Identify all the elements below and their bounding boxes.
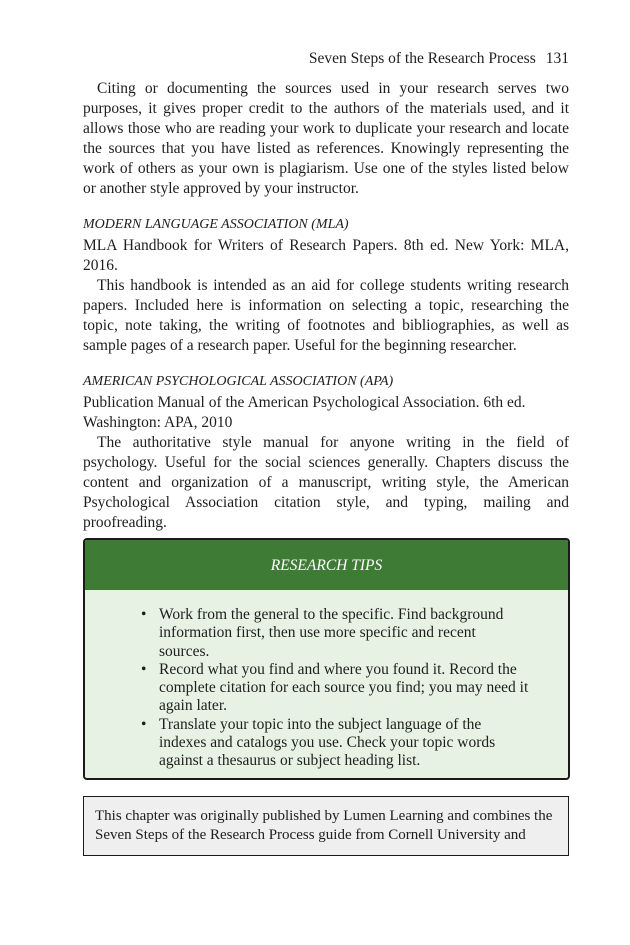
page-number: 131 <box>545 50 569 67</box>
tip-text: Record what you find and where you found it. Record the complete citation for each source you find; you may need it again later. <box>159 660 529 715</box>
bullet-icon: • <box>141 606 147 623</box>
section-citation: MLA Handbook for Writers of Research Papers. 8th ed. New York: MLA, 2016. <box>83 237 569 274</box>
list-item <box>139 716 529 771</box>
tips-list <box>139 606 529 771</box>
section-citation: Publication Manual of the American Psychological Association. 6th ed. Washington: APA, 2010 <box>83 394 526 431</box>
attribution-note <box>83 796 569 856</box>
main-content <box>83 79 569 533</box>
research-tips-title: RESEARCH TIPS <box>85 540 568 590</box>
tip-text: Work from the general to the specific. Find background information first, then use more specific and recent sources. <box>159 606 504 660</box>
apa-section <box>83 373 569 533</box>
running-header <box>83 50 569 68</box>
list-item <box>139 606 529 661</box>
attribution-text: This chapter was originally published by Lumen Learning and combines the Seven Steps of the Research Process guide from Cornell University and <box>95 808 553 843</box>
bullet-icon: • <box>141 715 147 733</box>
section-heading: MODERN LANGUAGE ASSOCIATION (MLA) <box>83 217 349 232</box>
section-description: The authoritative style manual for anyone writing in the field of psychology. Useful for the social sciences generally. Chapters discuss the content and organization of a manuscript, writing style, the American Psychological Association citation style, and typing, mailing and proofreading. <box>83 434 569 531</box>
list-item <box>139 661 529 716</box>
bullet-icon: • <box>141 660 147 678</box>
tip-text: Translate your topic into the subject language of the indexes and catalogs you use. Check your topic words against a thesaurus or subject heading list. <box>159 715 496 770</box>
section-description: This handbook is intended as an aid for college students writing research papers. Included here is information on selecting a topic, researching the topic, note taking, the writing of footnotes and bibliographies, as well as sample pages of a research paper. Useful for the beginning researcher. <box>83 277 569 354</box>
header-title: Seven Steps of the Research Process <box>308 50 536 67</box>
mla-section <box>83 216 569 356</box>
research-tips-box <box>83 538 570 780</box>
intro-paragraph: Citing or documenting the sources used in your research serves two purposes, it gives proper credit to the authors of the materials used, and it allows those who are reading your work to duplicate your research and locate the sources that you have listed as references. Knowingly representing the work of others as your own is plagiarism. Use one of the styles listed below or another style approved by your instructor. <box>83 80 569 197</box>
section-heading: AMERICAN PSYCHOLOGICAL ASSOCIATION (APA) <box>83 374 394 389</box>
